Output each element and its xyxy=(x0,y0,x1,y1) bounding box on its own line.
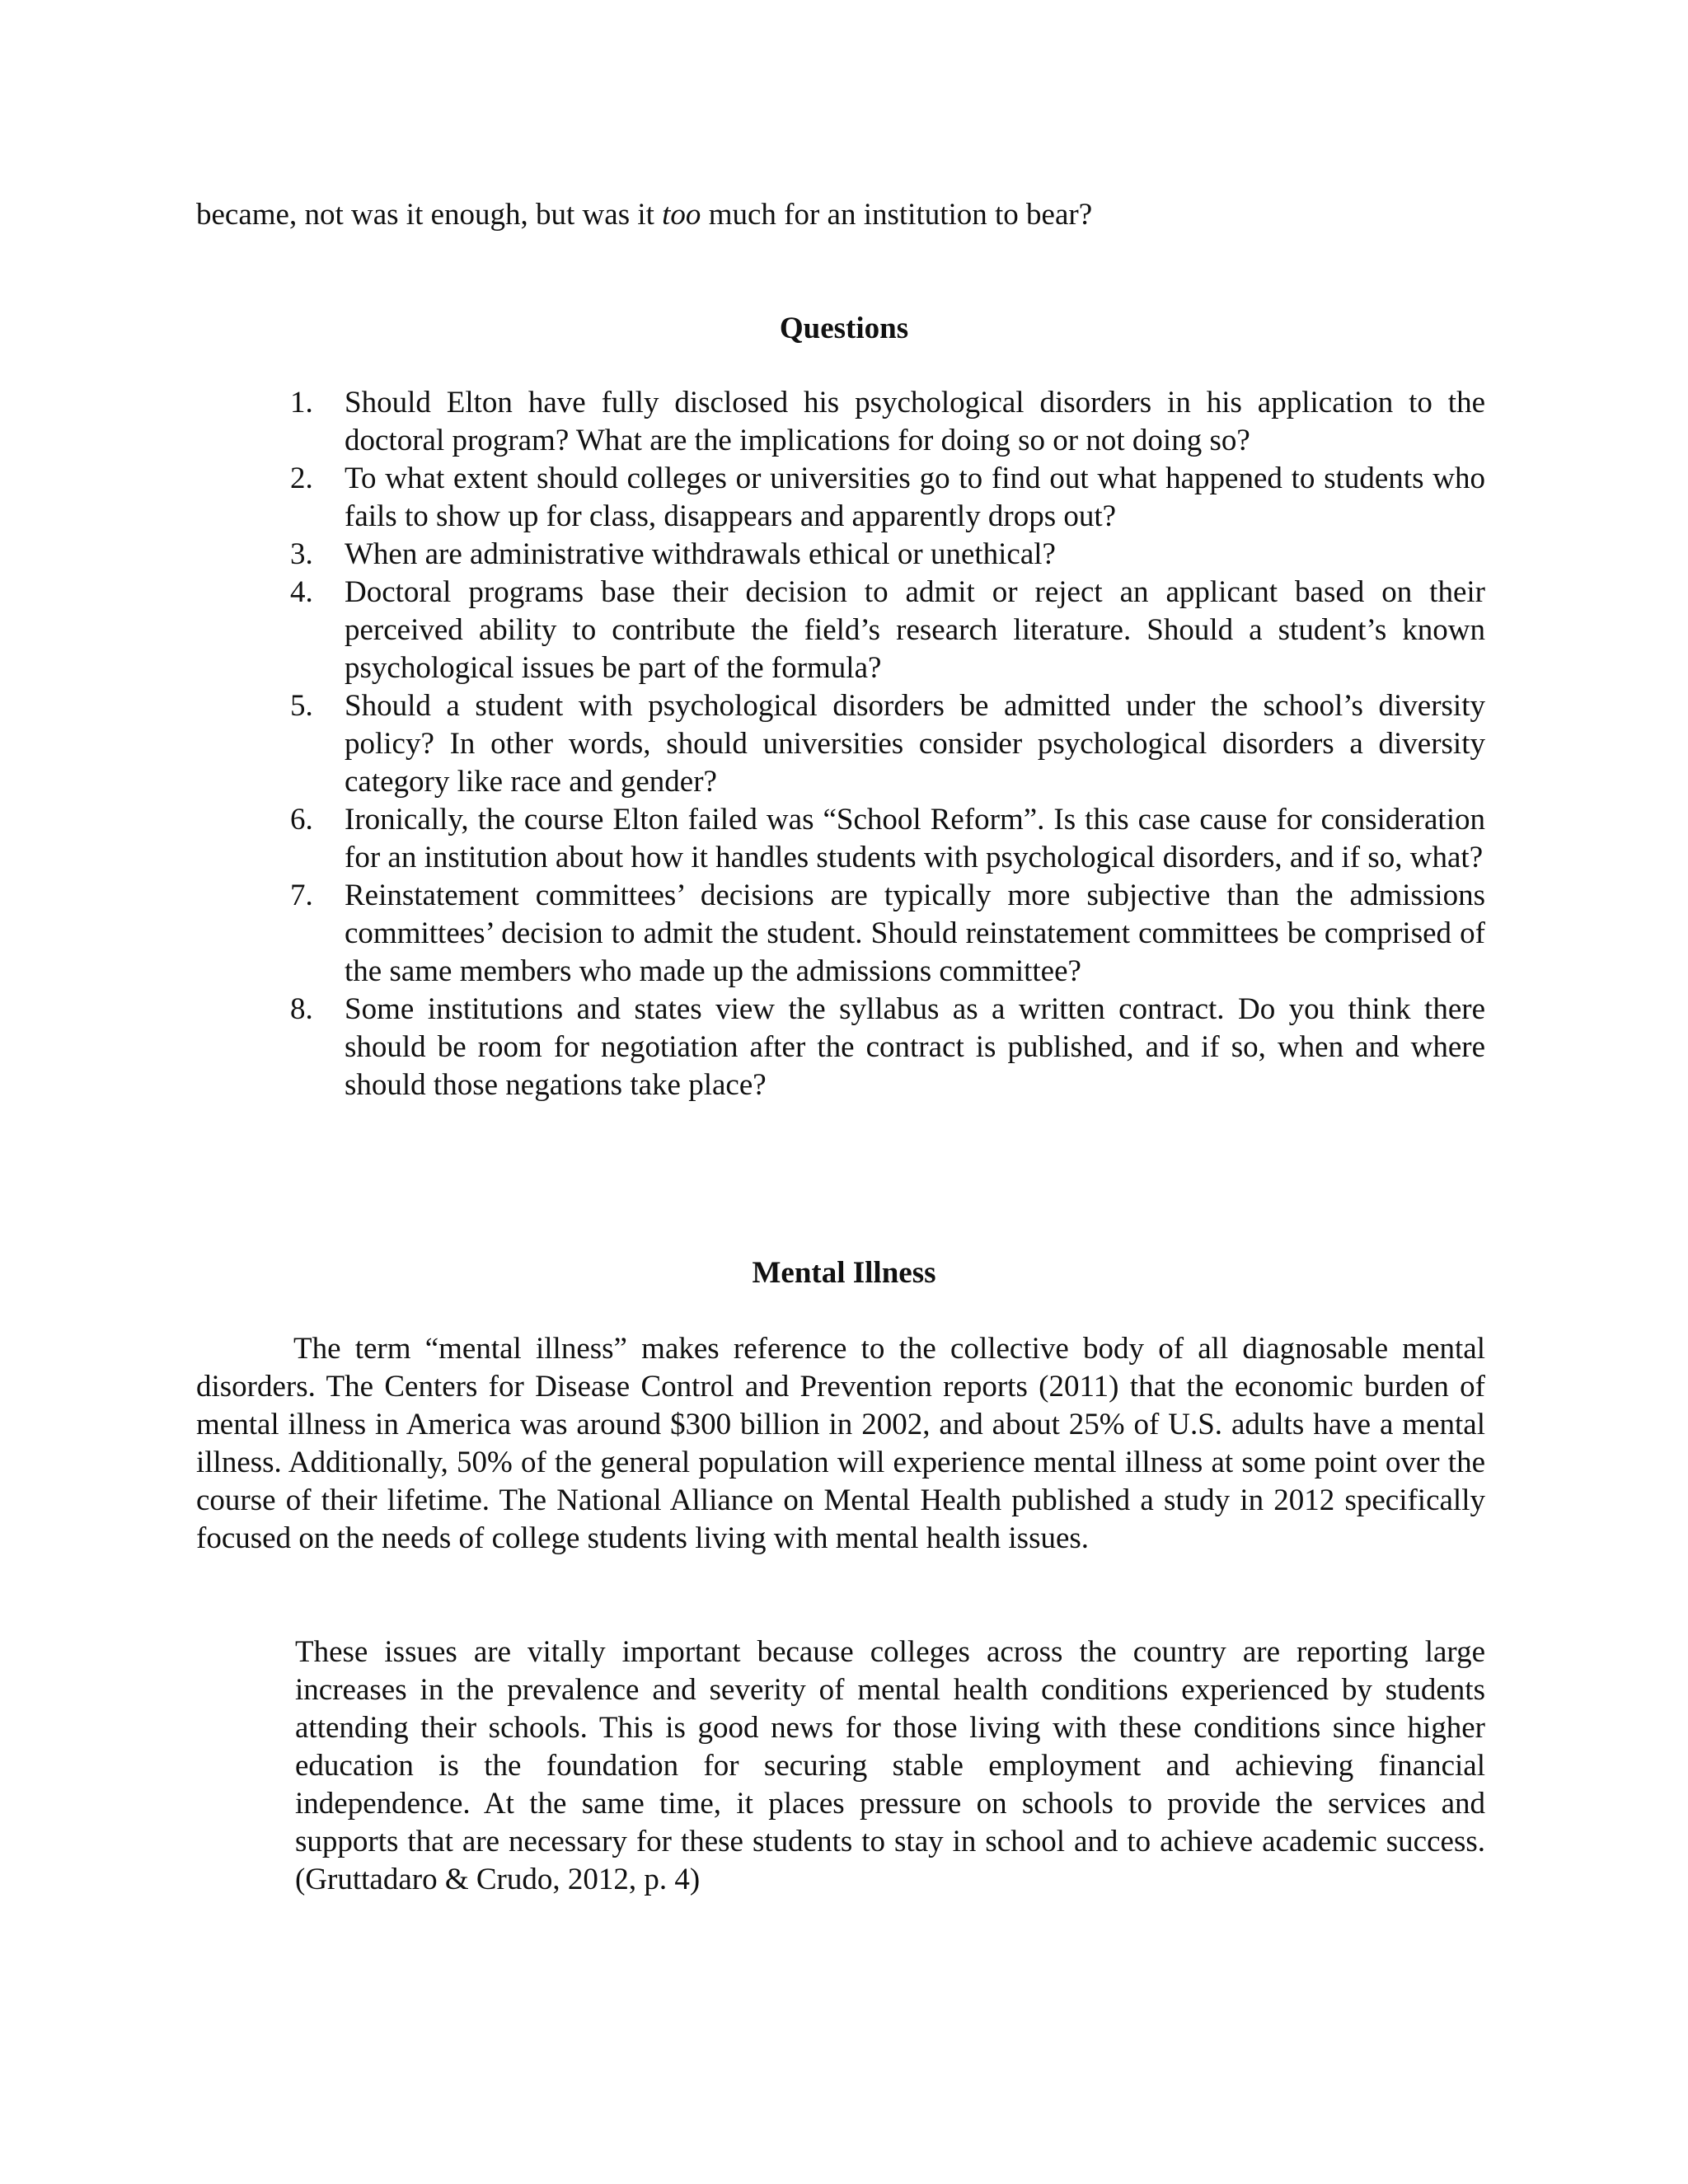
lead-text-before: became, not was it enough, but was it xyxy=(196,198,663,232)
block-quote: These issues are vitally important because colleges across the country are reporting large increases in the prevalence and severity of mental health conditions experienced by students attending their schools. This is good news for those living with these conditions since higher education is the foundation for securing stable employment and achieving financial independence. At the same time, it places pressure on schools to provide the services and supports that are necessary for these students to stay in school and to achieve academic success. (Gruttadaro & Crudo, 2012, p. 4) xyxy=(295,1635,1485,1896)
question-text: To what extent should colleges or universities go to find out what happened to students who fails to show up for class, disappears and apparently drops out? xyxy=(345,462,1485,533)
question-number: 6. xyxy=(290,803,313,837)
question-number: 3. xyxy=(290,537,313,571)
question-item xyxy=(290,687,1485,801)
question-number: 7. xyxy=(290,879,313,912)
question-text: Reinstatement committees’ decisions are typically more subjective than the admissions committees’ decision to admit the student. Should reinstatement committees be comprised of the same members who made up the admissions committee? xyxy=(345,879,1485,988)
question-number: 1. xyxy=(290,386,313,419)
question-text: Ironically, the course Elton failed was “School Reform”. Is this case cause for consideration for an institution about how it handles students with psychological disorders, and if so, what? xyxy=(345,803,1485,874)
question-text: Should Elton have fully disclosed his psychological disorders in his application to the doctoral program? What are the implications for doing so or not doing so? xyxy=(345,386,1485,457)
question-item xyxy=(290,801,1485,877)
question-item xyxy=(290,384,1485,460)
question-item xyxy=(290,574,1485,687)
question-text: Doctoral programs base their decision to admit or reject an applicant based on their perceived ability to contribute the field’s research literature. Should a student’s known psychological issues be part of the formula? xyxy=(345,575,1485,685)
question-number: 5. xyxy=(290,689,313,723)
questions-list xyxy=(290,384,1485,1104)
question-number: 4. xyxy=(290,575,313,609)
lead-sentence xyxy=(196,196,1482,234)
questions-heading: Questions xyxy=(779,312,909,345)
mental-illness-heading: Mental Illness xyxy=(752,1256,936,1290)
question-number: 2. xyxy=(290,462,313,495)
question-item xyxy=(290,991,1485,1104)
question-item xyxy=(290,460,1485,536)
question-number: 8. xyxy=(290,992,313,1026)
question-item xyxy=(290,536,1485,574)
question-text: Should a student with psychological disorders be admitted under the school’s diversity policy? In other words, should universities consider psychological disorders a diversity category like race and gender? xyxy=(345,689,1485,799)
lead-emphasis: too xyxy=(662,198,701,232)
mental-illness-paragraph: The term “mental illness” makes reference to the collective body of all diagnosable mental disorders. The Centers for Disease Control and Prevention reports (2011) that the economic burden of mental illness in America was around $300 billion in 2002, and about 25% of U.S. adults have a mental illness. Additionally, 50% of the general population will experience mental illness at some point over the course of their lifetime. The National Alliance on Mental Health published a study in 2012 specifically focused on the needs of college students living with mental health issues. xyxy=(196,1332,1485,1555)
question-item xyxy=(290,877,1485,991)
question-text: Some institutions and states view the syllabus as a written contract. Do you think there should be room for negotiation after the contract is published, and if so, when and where should those negations take place? xyxy=(345,992,1485,1102)
question-text: When are administrative withdrawals ethical or unethical? xyxy=(345,537,1056,571)
lead-text-after: much for an institution to bear? xyxy=(701,198,1093,232)
